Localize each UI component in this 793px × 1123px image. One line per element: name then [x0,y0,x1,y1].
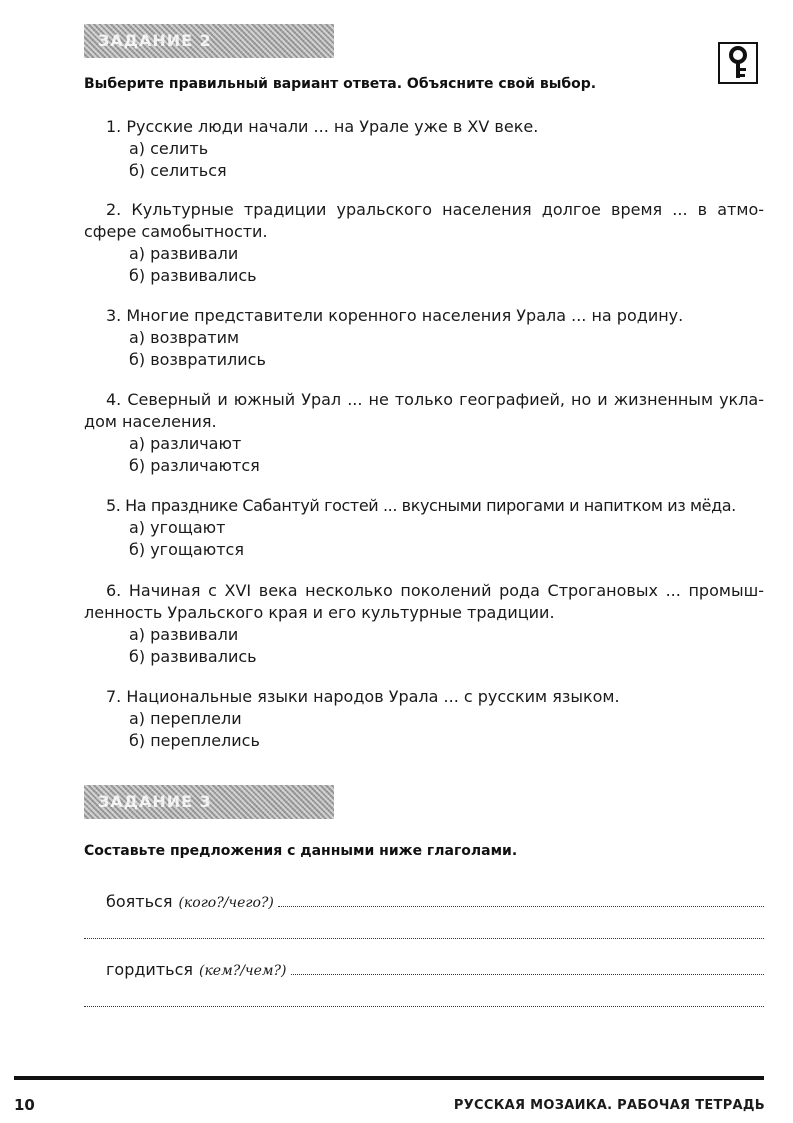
task3-instruction: Составьте предложения с данными ниже глаголами. [84,843,518,859]
question-6-text-line1: 6. Начиная с XVI века несколько поколений рода Строгановых ... промыш- [106,581,764,600]
question-2-option-a: а) развивали [129,244,239,263]
compose-row-2 [84,960,764,982]
question-7-option-b: б) переплелись [129,731,260,750]
question-2-option-b: б) развивались [129,266,257,285]
verb-1-hint: (кого?/чего?) [178,895,274,911]
question-4-text-line2: дом населения. [84,412,217,431]
question-3 [84,305,764,371]
answer-line-2a[interactable] [291,960,765,975]
question-6-text-line2: ленность Уральского края и его культурные традиции. [84,603,555,622]
task2-instruction: Выберите правильный вариант ответа. Объясните свой выбор. [84,76,597,92]
question-4-text-line1: 4. Северный и южный Урал ... не только географией, но и жизненным укла- [106,390,764,409]
task3-banner-label: ЗАДАНИЕ 3 [98,792,212,811]
question-4-option-b: б) различаются [129,456,260,475]
question-5-option-a: а) угощают [129,518,226,537]
page-number: 10 [14,1096,35,1114]
footer-rule [14,1076,764,1080]
answer-line-2b[interactable] [84,1006,764,1007]
answer-line-1b[interactable] [84,938,764,939]
verb-1: бояться [106,892,173,911]
question-1-option-a: а) селить [129,139,209,158]
verb-2-hint: (кем?/чем?) [198,963,287,979]
question-5-option-b: б) угощаются [129,540,244,559]
question-1-text: 1. Русские люди начали ... на Урале уже в XV веке. [106,117,539,136]
question-4 [84,389,764,477]
question-5 [84,495,764,561]
question-3-text: 3. Многие представители коренного населения Урала ... на родину. [106,306,684,325]
question-7-text: 7. Национальные языки народов Урала ... с русским языком. [106,687,620,706]
book-title: РУССКАЯ МОЗАИКА. РАБОЧАЯ ТЕТРАДЬ [453,1098,765,1113]
question-6-option-a: а) развивали [129,625,239,644]
key-icon [718,42,758,84]
answer-line-1a[interactable] [278,892,764,907]
question-5-text: 5. На празднике Сабантуй гостей ... вкусными пирогами и напитком из мёда. [106,496,736,515]
question-1 [84,116,764,182]
question-6-option-b: б) развивались [129,647,257,666]
question-2-text-line1: 2. Культурные традиции уральского населения долгое время ... в атмо- [106,200,764,219]
compose-row-1 [84,892,764,914]
question-4-option-a: а) различают [129,434,242,453]
question-2 [84,199,764,287]
question-7 [84,686,764,752]
question-3-option-a: а) возвратим [129,328,240,347]
question-2-text-line2: сфере самобытности. [84,222,268,241]
task2-banner-label: ЗАДАНИЕ 2 [98,31,212,50]
question-1-option-b: б) селиться [129,161,227,180]
task2-banner [84,24,334,58]
question-6 [84,580,764,668]
verb-2: гордиться [106,960,193,979]
question-3-option-b: б) возвратились [129,350,266,369]
task3-banner [84,785,334,819]
question-7-option-a: а) переплели [129,709,242,728]
